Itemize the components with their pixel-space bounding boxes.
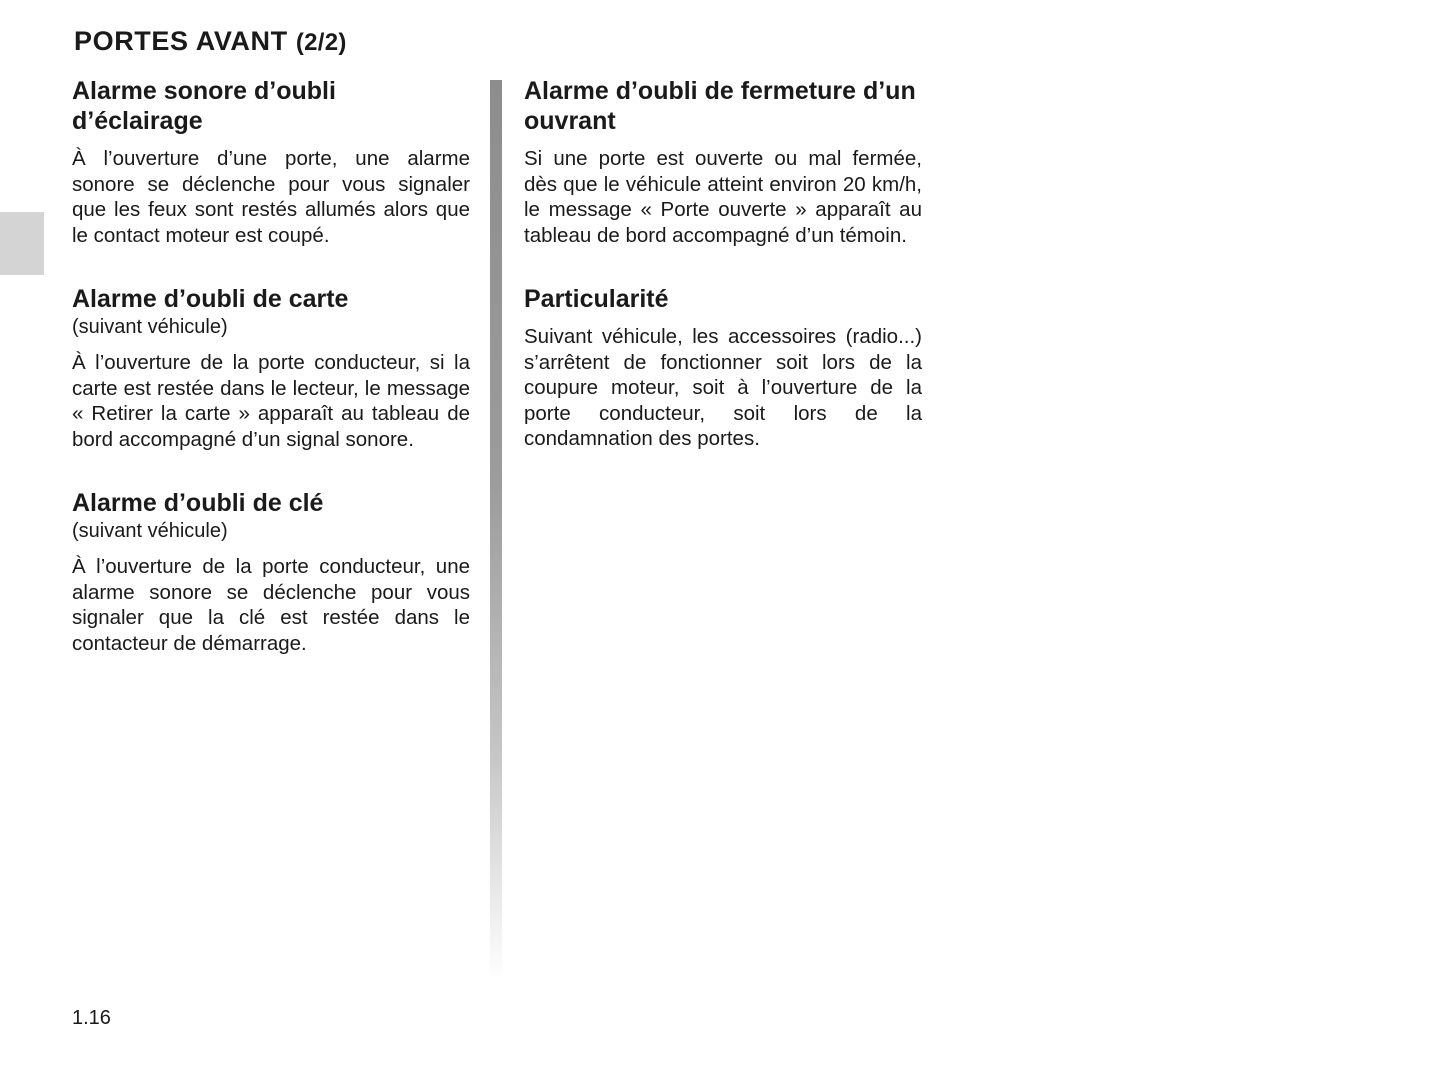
section-key-reminder [72,488,470,656]
column-divider [490,80,502,980]
section-body: À l’ouverture de la porte conducteur, une alarme sonore se déclenche pour vous signaler que la clé est restée dans le contacteur de démarrage. [72,555,470,655]
section-body: À l’ouverture d’une porte, une alarme sonore se déclenche pour vous signaler que les feux sont restés allumés alors que le contact moteur est coupé. [72,147,470,247]
section-body: Suivant véhicule, les accessoires (radio...) s’arrêtent de fonctionner soit lors de la coupure moteur, soit à l’ouverture de la porte conducteur, soit lors de la condamnation des portes. [524,325,922,450]
section-particularity [524,284,922,452]
page-number: 1.16 [72,1007,111,1029]
section-heading: Alarme d’oubli de clé [72,489,324,517]
page-part-indicator: (2/2) [295,29,347,56]
section-subtitle: (suivant véhicule) [72,316,228,338]
section-subtitle: (suivant véhicule) [72,520,228,542]
section-card-reminder [72,284,470,452]
section-heading: Particularité [524,285,669,313]
page-title [74,24,347,60]
section-heading: Alarme d’oubli de fermeture d’un ouvrant [524,77,916,135]
page-title-text: PORTES AVANT [74,26,288,56]
chapter-tab-marker [0,212,44,275]
section-open-door-reminder [524,76,922,248]
section-heading: Alarme d’oubli de carte [72,285,349,313]
right-column [524,76,922,488]
section-body: À l’ouverture de la porte conducteur, si la carte est restée dans le lecteur, le message « Retirer la carte » apparaît au tableau de bord accompagné d’un signal sonore. [72,351,470,451]
section-heading: Alarme sonore d’oubli d’éclairage [72,77,336,135]
section-lighting-reminder [72,76,470,248]
left-column [72,76,470,692]
section-body: Si une porte est ouverte ou mal fermée, dès que le véhicule atteint environ 20 km/h, le message « Porte ouverte » apparaît au tableau de bord accompagné d’un témoin. [524,147,922,247]
